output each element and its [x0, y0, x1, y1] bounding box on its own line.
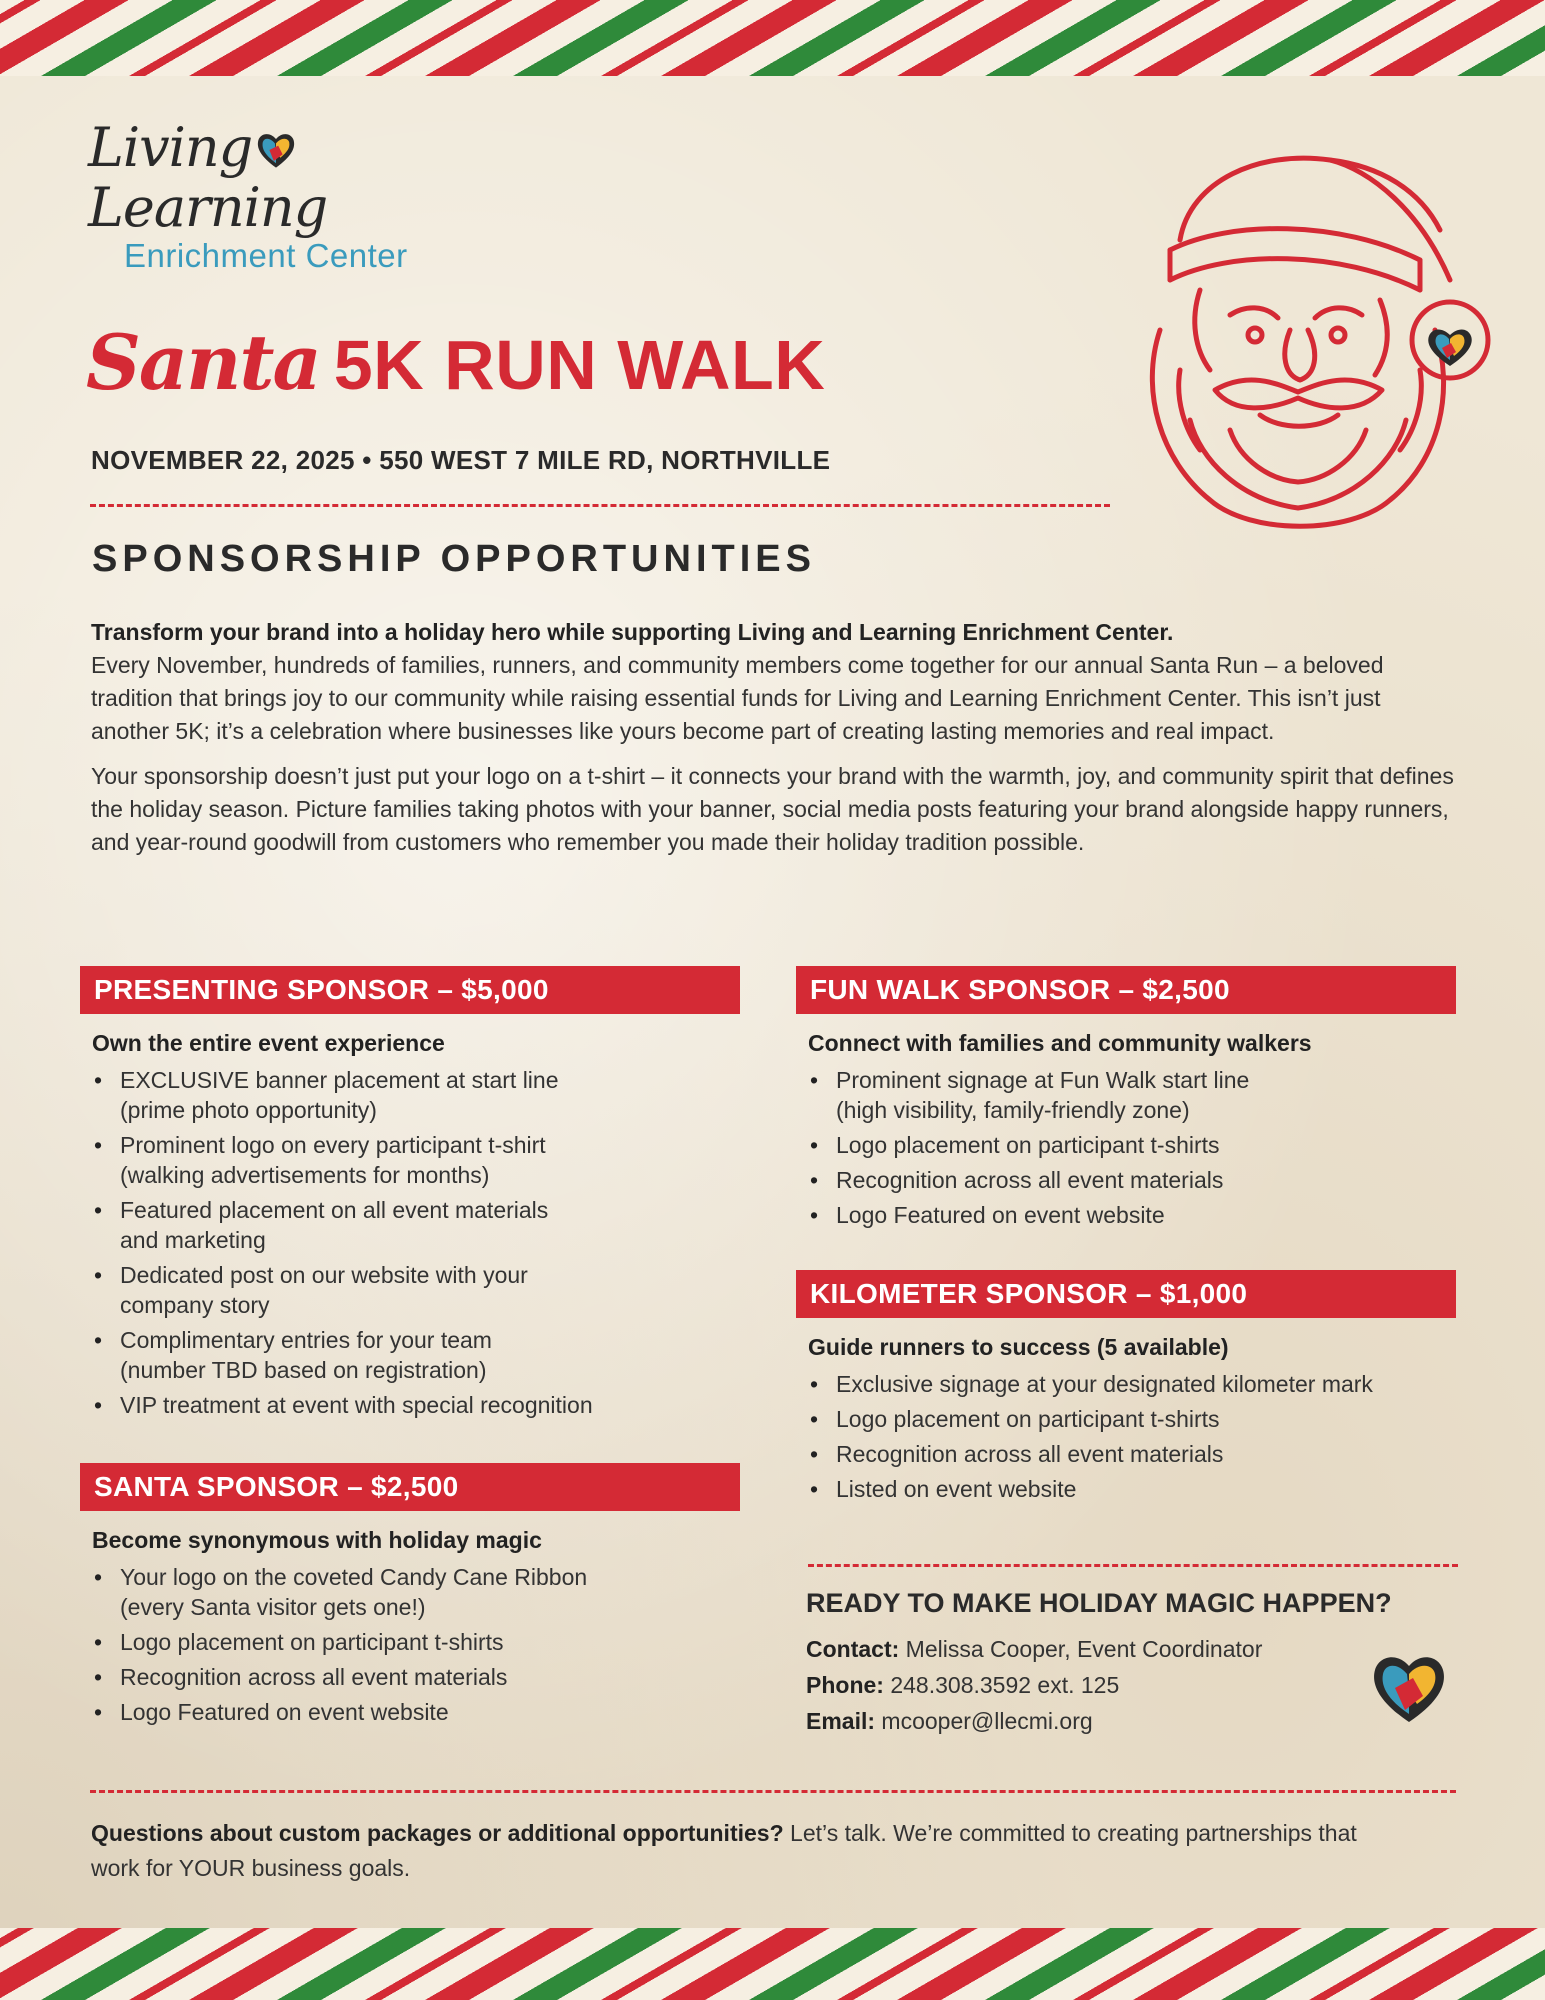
- phone-number[interactable]: 248.308.3592 ext. 125: [890, 1672, 1120, 1698]
- presenting-benefits-list: [92, 1065, 740, 1420]
- title-bold: 5K RUN WALK: [333, 326, 826, 404]
- kilometer-benefits-list: [808, 1369, 1456, 1504]
- heart-logo-icon: [1368, 1648, 1450, 1728]
- divider-dashed: [90, 504, 1110, 507]
- email-address[interactable]: mcooper@llecmi.org: [881, 1708, 1093, 1734]
- candy-stripe-bottom: [0, 1928, 1545, 2000]
- phone-row: [806, 1667, 1466, 1703]
- presenting-sponsor-tagline: Own the entire event experience: [92, 1030, 445, 1056]
- kilometer-sponsor-title: KILOMETER SPONSOR – $1,000: [796, 1270, 1456, 1318]
- santa-sponsor-title: SANTA SPONSOR – $2,500: [80, 1463, 740, 1511]
- contact-label: Contact:: [806, 1636, 900, 1662]
- kilometer-sponsor-tagline: Guide runners to success (5 available): [808, 1334, 1229, 1360]
- logo-word-living: Living: [88, 116, 253, 179]
- cta-question: READY TO MAKE HOLIDAY MAGIC HAPPEN?: [806, 1588, 1392, 1618]
- contact-block: [806, 1588, 1466, 1739]
- list-item: • Logo placement on participant t-shirts: [92, 1627, 740, 1657]
- list-item: • Listed on event website: [808, 1474, 1456, 1504]
- santa-benefits-list: [92, 1562, 740, 1727]
- list-item: • Prominent signage at Fun Walk start line (high visibility, family-friendly zone): [808, 1065, 1456, 1125]
- footer-text: Let’s talk. We’re committed to creating partnerships that work for YOUR business goals.: [91, 1820, 1357, 1881]
- contact-row: [806, 1631, 1466, 1667]
- kilometer-sponsor: [796, 1270, 1456, 1509]
- section-heading: SPONSORSHIP OPPORTUNITIES: [92, 538, 816, 580]
- list-item: • EXCLUSIVE banner placement at start line (prime photo opportunity): [92, 1065, 740, 1125]
- list-item: • VIP treatment at event with special recognition: [92, 1390, 740, 1420]
- list-item: • Prominent logo on every participant t-shirt (walking advertisements for months): [92, 1130, 740, 1190]
- heart-logo-icon: [254, 128, 298, 172]
- fun-walk-sponsor-title: FUN WALK SPONSOR – $2,500: [796, 966, 1456, 1014]
- list-item: • Recognition across all event materials: [808, 1165, 1456, 1195]
- presenting-sponsor-title: PRESENTING SPONSOR – $5,000: [80, 966, 740, 1014]
- event-title: [86, 318, 825, 407]
- list-item: • Recognition across all event materials: [808, 1439, 1456, 1469]
- list-item: • Logo placement on participant t-shirts: [808, 1130, 1456, 1160]
- santa-sponsor-tagline: Become synonymous with holiday magic: [92, 1527, 542, 1553]
- santa-sponsor: [80, 1463, 740, 1732]
- list-item: • Featured placement on all event materials and marketing: [92, 1195, 740, 1255]
- event-dateline: NOVEMBER 22, 2025 • 550 WEST 7 MILE RD, NORTHVILLE: [91, 445, 831, 475]
- list-item: • Recognition across all event materials: [92, 1662, 740, 1692]
- org-logo: [88, 116, 508, 274]
- footer-bold: Questions about custom packages or additional opportunities?: [91, 1820, 784, 1846]
- logo-word-learning: Learning: [88, 176, 328, 239]
- intro-paragraph-2: Your sponsorship doesn’t just put your logo on a t-shirt – it connects your brand with the warmth, joy, and community spirit that defines the holiday season. Picture families taking photos with your banner, social media posts featuring your brand alongside happy runners, and year-round goodwill from customers who remember you made their holiday tradition possible.: [91, 763, 1454, 855]
- logo-subtitle: Enrichment Center: [124, 237, 408, 274]
- list-item: • Dedicated post on our website with your company story: [92, 1260, 740, 1320]
- email-label: Email:: [806, 1708, 876, 1734]
- fun-walk-benefits-list: [808, 1065, 1456, 1230]
- list-item: • Logo Featured on event website: [808, 1200, 1456, 1230]
- fun-walk-sponsor: [796, 966, 1456, 1235]
- contact-name: Melissa Cooper, Event Coordinator: [905, 1636, 1263, 1662]
- intro-lead: Transform your brand into a holiday hero while supporting Living and Learning Enrichment Center.: [91, 619, 1174, 645]
- intro-text: [91, 616, 1461, 871]
- list-item: • Your logo on the coveted Candy Cane Ribbon (every Santa visitor gets one!): [92, 1562, 740, 1622]
- candy-stripe-top: [0, 0, 1545, 76]
- divider-dashed: [90, 1790, 1456, 1793]
- list-item: • Logo Featured on event website: [92, 1697, 740, 1727]
- presenting-sponsor: [80, 966, 740, 1425]
- santa-illustration: [1120, 130, 1500, 550]
- title-script: Santa: [86, 318, 320, 407]
- list-item: • Complimentary entries for your team (number TBD based on registration): [92, 1325, 740, 1385]
- footer-note: [91, 1816, 1391, 1886]
- phone-label: Phone:: [806, 1672, 884, 1698]
- email-row: [806, 1703, 1466, 1739]
- intro-paragraph-1: Every November, hundreds of families, runners, and community members come together for our annual Santa Run – a beloved tradition that brings joy to our community while raising essential funds for Living and Learning Enrichment Center. This isn’t just another 5K; it’s a celebration where businesses like yours become part of creating lasting memories and real impact.: [91, 652, 1384, 744]
- fun-walk-sponsor-tagline: Connect with families and community walkers: [808, 1030, 1312, 1056]
- list-item: • Exclusive signage at your designated kilometer mark: [808, 1369, 1456, 1399]
- divider-dashed: [808, 1564, 1458, 1567]
- list-item: • Logo placement on participant t-shirts: [808, 1404, 1456, 1434]
